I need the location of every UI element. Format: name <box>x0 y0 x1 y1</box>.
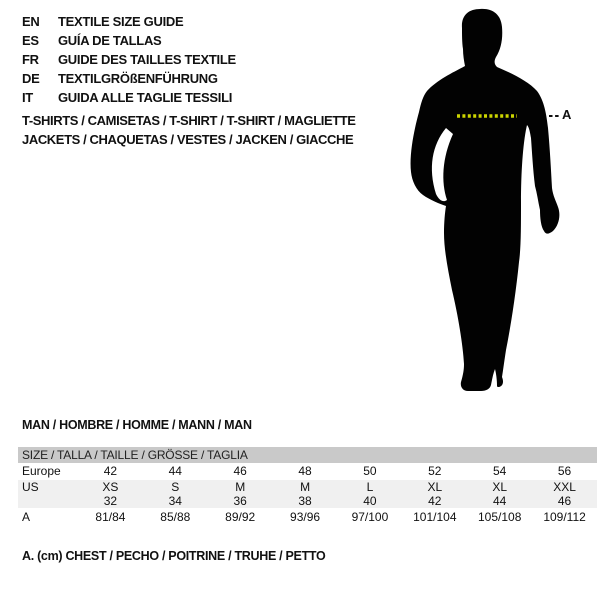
language-row <box>22 31 236 50</box>
language-title: GUÍA DE TALLAS <box>58 33 162 48</box>
language-row <box>22 88 236 107</box>
table-row-us-numeric <box>18 494 597 508</box>
table-cell: 44 <box>168 464 182 478</box>
table-cell: M <box>235 480 246 494</box>
size-table <box>18 447 597 526</box>
table-cell: 85/88 <box>160 510 191 524</box>
man-silhouette <box>411 9 560 391</box>
language-code: FR <box>22 52 39 67</box>
garment-categories <box>22 111 356 149</box>
table-cell: 54 <box>493 464 507 478</box>
table-cell: 48 <box>298 464 312 478</box>
table-cell: 56 <box>557 464 572 478</box>
language-row <box>22 12 236 31</box>
language-code: DE <box>22 71 40 86</box>
table-cell: 42 <box>103 464 118 478</box>
table-cell: 105/108 <box>477 510 522 524</box>
table-cell: XL <box>427 480 443 494</box>
table-cell: S <box>171 480 180 494</box>
table-row-chest-cm <box>18 508 597 526</box>
row-label: A <box>22 510 31 524</box>
size-table-header: SIZE / TALLA / TAILLE / GRÖSSE / TAGLIA <box>18 447 597 463</box>
table-cell: 42 <box>428 494 442 508</box>
row-label: US <box>22 480 39 494</box>
table-cell: 81/84 <box>95 510 126 524</box>
table-cell: 40 <box>363 494 377 508</box>
table-cell: 101/104 <box>413 510 457 524</box>
row-label: Europe <box>22 464 61 478</box>
measurement-a-label: A <box>562 107 572 122</box>
table-cell: 52 <box>428 464 442 478</box>
language-code: EN <box>22 14 40 29</box>
table-cell: 89/92 <box>225 510 256 524</box>
table-cell: 46 <box>233 464 247 478</box>
table-cell: 93/96 <box>290 510 321 524</box>
table-cell: 34 <box>168 494 182 508</box>
table-cell: 50 <box>363 464 377 478</box>
table-cell: XL <box>492 480 508 494</box>
language-code: ES <box>22 33 39 48</box>
category-tshirts: T-SHIRTS / CAMISETAS / T-SHIRT / T-SHIRT / MAGLIETTE <box>22 113 356 128</box>
table-cell: 97/100 <box>351 510 389 524</box>
language-row <box>22 50 236 69</box>
language-title: TEXTILGRÖßENFÜHRUNG <box>58 71 218 86</box>
table-cell: 32 <box>103 494 118 508</box>
language-list <box>22 12 236 107</box>
table-cell: 38 <box>298 494 312 508</box>
table-cell: XS <box>102 480 119 494</box>
section-title-man: MAN / HOMBRE / HOMME / MANN / MAN <box>22 418 252 432</box>
table-row-us <box>18 480 597 494</box>
language-code: IT <box>22 90 33 105</box>
table-cell: 109/112 <box>543 510 586 524</box>
category-jackets: JACKETS / CHAQUETAS / VESTES / JACKEN / GIACCHE <box>22 132 354 147</box>
table-cell: 36 <box>233 494 247 508</box>
man-silhouette-figure <box>398 0 600 412</box>
language-title: GUIDE DES TAILLES TEXTILE <box>58 52 236 67</box>
table-cell: XXL <box>553 480 576 494</box>
row-label <box>18 494 78 508</box>
table-cell: L <box>366 480 374 494</box>
language-title: TEXTILE SIZE GUIDE <box>58 14 184 29</box>
table-row-europe <box>18 463 597 480</box>
table-cell: 44 <box>493 494 507 508</box>
table-cell: M <box>300 480 311 494</box>
measurement-footnote: A. (cm) CHEST / PECHO / POITRINE / TRUHE / PETTO <box>22 549 326 563</box>
language-title: GUIDA ALLE TAGLIE TESSILI <box>58 90 233 105</box>
language-row <box>22 69 236 88</box>
table-cell: 46 <box>557 494 572 508</box>
